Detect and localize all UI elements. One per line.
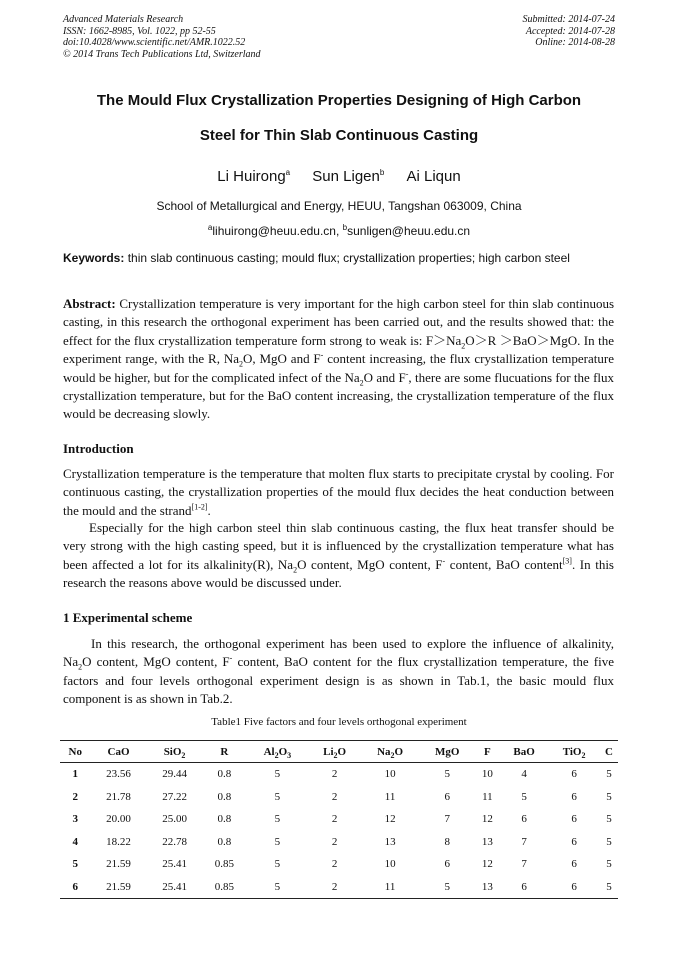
table-cell: 21.59 — [90, 876, 146, 899]
citation-ref: [1-2] — [191, 502, 208, 512]
table-cell: 5 — [274, 813, 281, 826]
table-cell: 5 — [274, 858, 281, 871]
table-cell: 5 — [444, 768, 450, 781]
table-cell: 1 — [72, 768, 78, 781]
col-header: TiO$_2$ — [548, 741, 600, 763]
table-cell: 6 — [548, 876, 600, 899]
col-header: MgO — [420, 741, 475, 763]
paper-title-line2: Steel for Thin Slab Continuous Casting — [199, 127, 479, 144]
introduction-heading: Introduction — [63, 441, 134, 456]
table-cell: 0.8 — [217, 790, 232, 803]
table-cell: 2 — [331, 790, 338, 803]
table-header-row — [60, 741, 618, 763]
table-cell: 5 — [600, 876, 618, 899]
table-cell: 2 — [331, 835, 338, 848]
table-cell: 8 — [444, 835, 450, 848]
col-header: $Na_2O$ — [361, 741, 420, 763]
accepted-date: Accepted: 2014-07-28 — [525, 25, 615, 37]
table-cell: 22.78 — [162, 835, 187, 848]
abstract-label: Abstract: — [63, 296, 116, 311]
author: Li Huirong$^a$ — [217, 168, 291, 185]
table-row — [60, 876, 618, 899]
intro-paragraph-2: Especially for the high carbon steel thin slab continuous casting, the flux heat transfer should be very strong with the high casting speed, but it is influenced by the crystallization temperature what has been affected a lot for its alkalinity(R), $Na_2O$ content, MgO content, F- content, BaO content[3]. In this research the reasons above would be discussed under. — [63, 520, 614, 591]
table-cell: 5 — [606, 768, 612, 781]
table-cell: 5 — [521, 790, 527, 803]
table-cell: 25.00 — [162, 813, 187, 826]
dates-header — [523, 14, 616, 49]
table-row — [60, 853, 618, 876]
section-1-paragraph: In this research, the orthogonal experiment has been used to explore the influence of alkalinity, $Na_2O$ content, MgO content, F- content, BaO content for the flux crystallization temperature, the five factors and four levels orthogonal experiment design is as shown in Tab.1, the basic mould flux component is as shown in Tab.2. — [63, 636, 614, 707]
table-cell: 12 — [481, 858, 493, 871]
table-cell: 6 — [571, 813, 577, 826]
table-cell: 13 — [481, 835, 493, 848]
col-header: No — [60, 741, 90, 763]
table-cell: 6 — [500, 876, 548, 899]
table-row — [60, 808, 618, 831]
table-row — [60, 763, 618, 786]
table-cell: 18.22 — [106, 835, 131, 848]
author-list — [0, 168, 678, 185]
col-header: F — [475, 741, 500, 763]
table-cell: 6 — [571, 835, 577, 848]
journal-name: Advanced Materials Research — [63, 14, 184, 25]
table-cell: 20.00 — [106, 813, 131, 826]
col-header: $Li_2O$ — [309, 741, 361, 763]
table-cell: 7 — [521, 835, 527, 848]
table-cell: 6 — [60, 876, 90, 899]
col-header: CaO — [90, 741, 146, 763]
table-cell: 10 — [384, 768, 396, 781]
author: Ai Liqun — [406, 168, 461, 185]
table-cell: 13 — [384, 835, 396, 848]
table-cell: 6 — [521, 813, 527, 826]
table-cell: 21.78 — [106, 790, 131, 803]
table-cell: 2 — [309, 876, 361, 899]
table-cell: 5 — [274, 790, 281, 803]
col-header: C — [600, 741, 618, 763]
table-cell: 5 — [274, 835, 281, 848]
email-b[interactable]: sunligen@heuu.edu.cn — [347, 224, 471, 238]
affiliation: School of Metallurgical and Energy, HEUU, Tangshan 063009, China — [156, 199, 522, 213]
orthogonal-experiment-table — [60, 740, 618, 899]
table-cell: 4 — [72, 835, 78, 848]
table-cell: 12 — [384, 813, 396, 826]
keywords-text: thin slab continuous casting; mould flux; crystallization properties; high carbon steel — [127, 251, 570, 265]
table-cell: 5 — [606, 835, 612, 848]
table-cell: 5 — [72, 858, 78, 871]
table-cell: 4 — [521, 768, 527, 781]
table-cell: 12 — [481, 813, 493, 826]
table-cell: 5 — [606, 858, 612, 871]
issn-line: ISSN: 1662-8985, Vol. 1022, pp 52-55 — [63, 25, 216, 37]
table-cell: 0.8 — [217, 813, 232, 826]
table-cell: 27.22 — [162, 790, 187, 803]
table-row — [60, 831, 618, 854]
table-cell: 25.41 — [147, 876, 203, 899]
table-cell: 0.8 — [217, 768, 232, 781]
table-cell: 5 — [606, 813, 612, 826]
table-cell: 6 — [444, 790, 450, 803]
doi-line: doi:10.4028/www.scientific.net/AMR.1022.52 — [63, 37, 246, 48]
submitted-date: Submitted: 2014-07-24 — [522, 14, 615, 25]
table-cell: 7 — [521, 858, 527, 871]
table-cell: 25.41 — [162, 858, 187, 871]
section-1-heading: 1 Experimental scheme — [63, 610, 193, 625]
keywords-label: Keywords: — [63, 251, 125, 265]
copyright-line: © 2014 Trans Tech Publications Ltd, Switzerland — [63, 48, 261, 60]
online-date: Online: 2014-08-28 — [535, 37, 615, 48]
table-cell: 5 — [420, 876, 475, 899]
author-emails: $^a$lihuirong@heuu.edu.cn, $^b$sunligen@heuu.edu.cn — [207, 223, 471, 238]
col-header: $Al_2O_3$ — [246, 741, 308, 763]
table-cell: 0.8 — [217, 835, 232, 848]
table-cell: 6 — [444, 858, 450, 871]
table-cell: 11 — [361, 876, 420, 899]
table-caption: Table1 Five factors and four levels orthogonal experiment — [211, 716, 467, 728]
keywords — [63, 251, 623, 265]
table-cell: 5 — [274, 768, 281, 781]
table-cell: 11 — [482, 790, 493, 803]
table-cell: 13 — [475, 876, 500, 899]
table-cell: 6 — [571, 768, 577, 781]
citation-ref: [3] — [562, 556, 572, 566]
table-cell: 5 — [606, 790, 612, 803]
table-cell: 3 — [72, 813, 78, 826]
table-cell: 2 — [72, 790, 78, 803]
table-cell: 2 — [331, 768, 338, 781]
table-row — [60, 786, 618, 809]
table-cell: 29.44 — [162, 768, 187, 781]
table-cell: 6 — [571, 790, 577, 803]
table-cell: 6 — [571, 858, 577, 871]
intro-paragraph-1: Crystallization temperature is the temperature that molten flux starts to precipitate crystal by cooling. For continuous casting, the crystallization properties of the mould flux decides the heat conduction between the mould and the strand[1-2]. — [63, 466, 614, 518]
author: Sun Ligen$^b$ — [312, 168, 385, 185]
table-cell: 7 — [444, 813, 450, 826]
table-cell: 23.56 — [106, 768, 131, 781]
table-cell: 2 — [331, 813, 338, 826]
col-header: SiO$_2$ — [147, 741, 203, 763]
table-cell: 0.85 — [214, 858, 235, 871]
paper-title-line1: The Mould Flux Crystallization Properties Designing of High Carbon — [96, 92, 582, 109]
col-header: BaO — [500, 741, 548, 763]
table-cell: 10 — [384, 858, 396, 871]
email-a[interactable]: lihuirong@heuu.edu.cn — [212, 224, 336, 238]
table-cell: 2 — [331, 858, 338, 871]
table-cell: 10 — [481, 768, 493, 781]
table-cell: 11 — [384, 790, 396, 803]
col-header: R — [203, 741, 247, 763]
abstract: Abstract: Crystallization temperature is very important for the high carbon steel for thin slab continuous casting, in this research the orthogonal experiment has been carried out, and the results showed that: the effect for the flux crystallization temperature form strong to weak is: $F>Na_2O>R >BaO>MgO$. In the experiment range, with the R, $Na_2O$, MgO and F- content increasing, the flux crystallization temperature would be higher, but for the complicated infect of the $Na_2O$ and F-, there are some flucuations for the flux crystallization temperature, but for the BaO content increasing, the crystallization temperature of the flux would be decreasing slowly. — [63, 296, 615, 422]
journal-header — [63, 14, 261, 60]
table-cell: 21.59 — [106, 858, 131, 871]
table-cell: 0.85 — [203, 876, 247, 899]
table-cell: 5 — [246, 876, 308, 899]
